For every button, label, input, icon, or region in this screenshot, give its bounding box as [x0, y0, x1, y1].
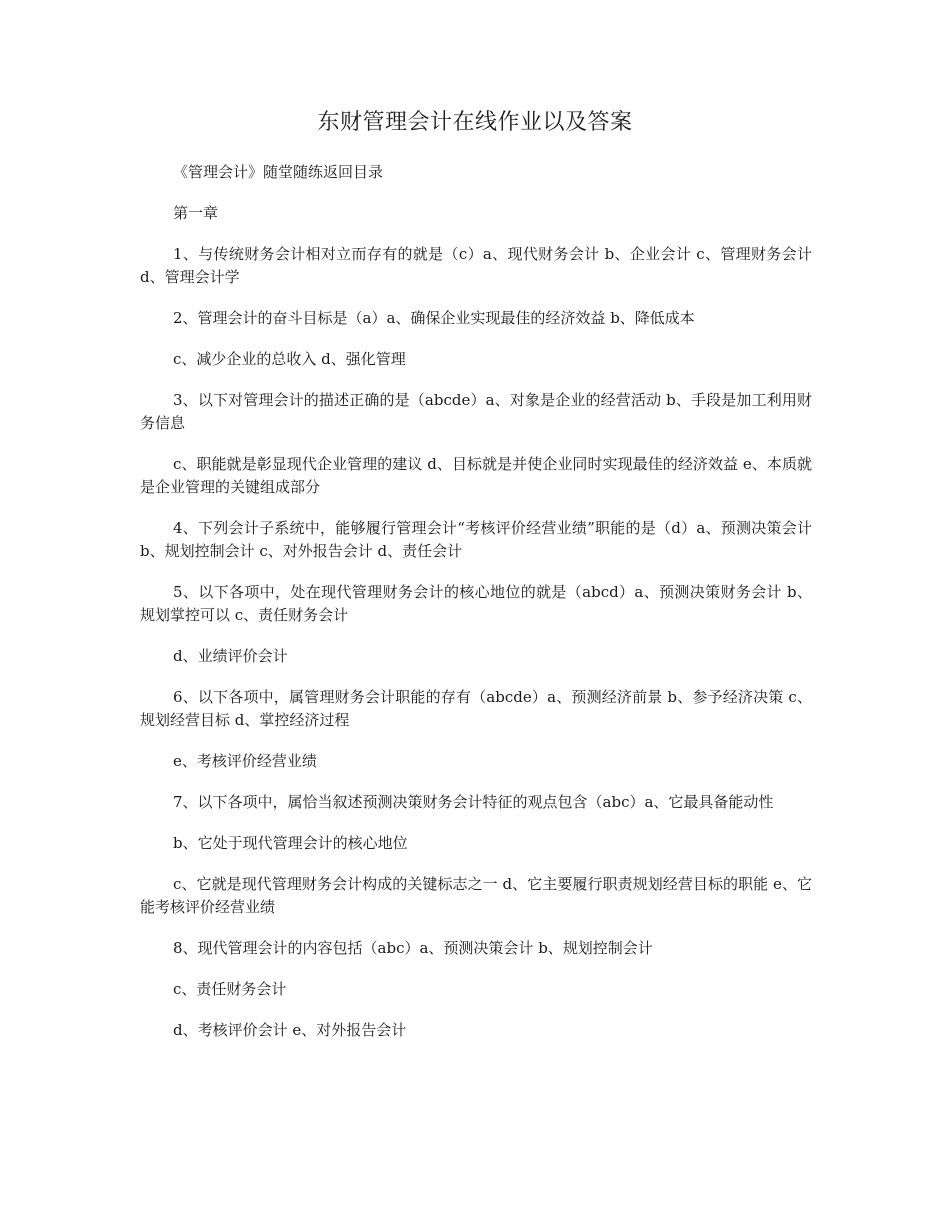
paragraph-question-3: 3、以下对管理会计的描述正确的是（abcde）a、对象是企业的经营活动 b、手段是加工利用财务信息 — [140, 391, 812, 432]
paragraph-question-7: 7、以下各项中，属恰当叙述预测决策财务会计特征的观点包含（abc）a、它最具备能动性 — [173, 793, 774, 811]
paragraph-chapter-heading: 第一章 — [173, 204, 219, 222]
paragraph-question-8: 8、现代管理会计的内容包括（abc）a、预测决策会计 b、规划控制会计 — [173, 939, 653, 957]
paragraph-question-7-option-b: b、它处于现代管理会计的核心地位 — [173, 834, 408, 852]
paragraph-question-5-options: d、业绩评价会计 — [173, 647, 288, 665]
paragraph-question-6-options: e、考核评价经营业绩 — [173, 752, 317, 770]
paragraph-question-3-options: c、职能就是彰显现代企业管理的建议 d、目标就是并使企业同时实现最佳的经济效益 e、本质就是企业管理的关键组成部分 — [140, 455, 812, 496]
paragraph-question-8-option-c: c、责任财务会计 — [173, 980, 287, 998]
paragraph-question-2: 2、管理会计的奋斗目标是（a）a、确保企业实现最佳的经济效益 b、降低成本 — [173, 309, 695, 327]
paragraph-toc-link: 《管理会计》随堂随练返回目录 — [173, 163, 384, 181]
paragraph-question-2-options: c、减少企业的总收入 d、强化管理 — [173, 350, 406, 368]
document-body — [140, 161, 812, 1060]
document-title: 东财管理会计在线作业以及答案 — [317, 110, 633, 135]
paragraph-question-1: 1、与传统财务会计相对立而存有的就是（c）a、现代财务会计 b、企业会计 c、管理财务会计 d、管理会计学 — [140, 245, 812, 286]
paragraph-question-4: 4、下列会计子系统中，能够履行管理会计“考核评价经营业绩”职能的是（d）a、预测决策会计 b、规划控制会计 c、对外报告会计 d、责任会计 — [140, 519, 812, 560]
paragraph-question-7-options: c、它就是现代管理财务会计构成的关键标志之一 d、它主要履行职责规划经营目标的职能 e、它能考核评价经营业绩 — [140, 875, 812, 916]
paragraph-question-5: 5、以下各项中，处在现代管理财务会计的核心地位的就是（abcd）a、预测决策财务会计 b、规划掌控可以 c、责任财务会计 — [140, 583, 812, 624]
paragraph-question-8-options: d、考核评价会计 e、对外报告会计 — [173, 1021, 407, 1039]
paragraph-question-6: 6、以下各项中，属管理财务会计职能的存有（abcde）a、预测经济前景 b、参予经济决策 c、规划经营目标 d、掌控经济过程 — [140, 688, 812, 729]
